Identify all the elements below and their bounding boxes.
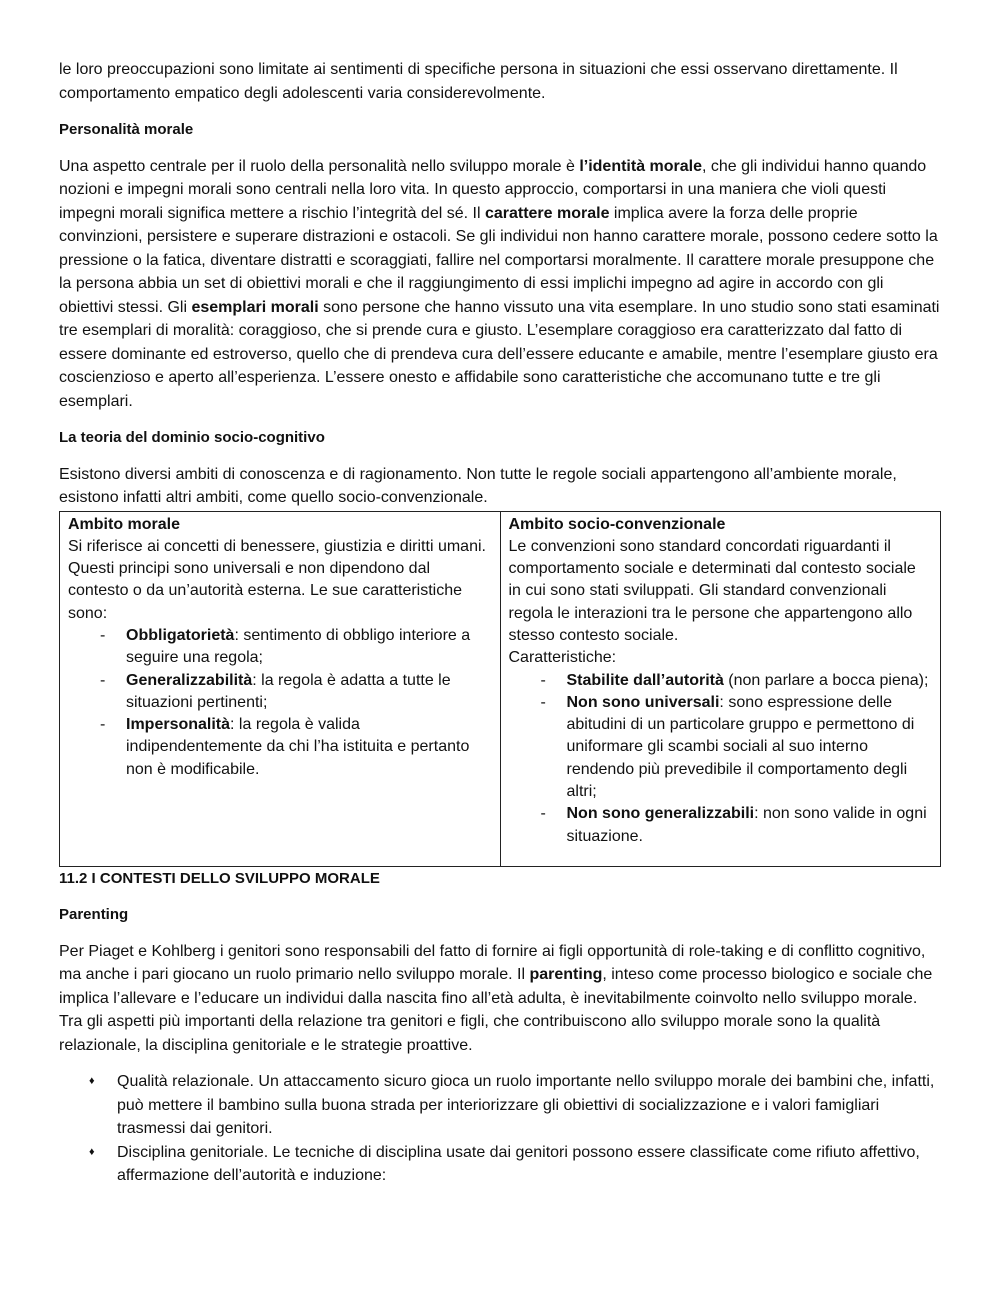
- item-text: : la regola è adatta a tutte le situazioni pertinenti;: [126, 671, 451, 711]
- diamond-bullet-icon: ♦: [89, 1145, 95, 1158]
- item-text: : non sono valide in ogni situazione.: [566, 805, 927, 845]
- intro-paragraph: le loro preoccupazioni sono limitate ai sentimenti di specifiche persona in situazioni che essi osservano direttamente. Il comportamento empatico degli adolescenti varia considerevolmente.: [59, 61, 898, 102]
- list-item: [540, 692, 933, 803]
- cell-title: Ambito morale: [68, 515, 181, 533]
- heading-contesti-sviluppo-morale: 11.2 I CONTESTI DELLO SVILUPPO MORALE: [59, 869, 380, 887]
- item-term: Obbligatorietà: [126, 626, 235, 644]
- term-esemplari-morali: esemplari morali: [191, 298, 319, 316]
- dominio-paragraph: Esistono diversi ambiti di conoscenza e di ragionamento. Non tutte le regole sociali appartengono all’ambiente morale, esistono infatti altri ambiti, come quello socio-convenzionale.: [59, 465, 897, 506]
- text-run: , che gli individui hanno quando nozioni e impegni morali sono centrali nella loro vita. In questo approccio, comportarsi in una maniera che violi questi impegni morali significa mettere a rischio l’integrità del sé. Il: [59, 157, 927, 222]
- dash-marker: -: [100, 626, 106, 644]
- text-run: Per Piaget e Kohlberg i genitori sono responsabili del fatto di fornire ai figli opportunità di role-taking e di conflitto cognitivo, ma anche i pari giocano un ruolo primario nello sviluppo morale. Il: [59, 942, 926, 983]
- document-page: [59, 58, 941, 1188]
- heading-personalita-morale: Personalità morale: [59, 121, 194, 138]
- cell-ambito-morale: [60, 511, 501, 866]
- dash-marker: -: [540, 671, 546, 689]
- text-run: sono persone che hanno vissuto una vita esemplare. In uno studio sono stati esaminati tre esemplari di moralità: coraggioso, che si prende cura e giusto. L’esemplare coraggioso era caratterizzato dal fatto di essere dominante ed estroverso, quello che di prendeva cura dell’essere educante e amabile, mentre l’esemplare giusto era coscienzioso e aperto all’esperienza. L’essere onesto e affidabile sono caratteristiche che accomunano tutte e tre gli esemplari.: [59, 298, 940, 410]
- item-text: : sono espressione delle abitudini di un particolare gruppo e permettono di uniformare gli scambi sociali al suo interno rendendo più prevedibile il comportamento degli altri;: [566, 693, 915, 801]
- dash-marker: -: [100, 716, 106, 734]
- heading-dominio-socio-cognitivo: La teoria del dominio socio-cognitivo: [59, 429, 325, 446]
- item-text: (non parlare a bocca piena);: [723, 671, 929, 689]
- table-row: [60, 511, 941, 866]
- text-run: implica avere la forza delle proprie convinzioni, persistere e superare distrazioni e ostacoli. Se gli individui non hanno carattere morale, possono cedere sotto la pressione o la fatica, diventare distratti e scoraggiati, fallire nel comportarsi moralmente. Il carattere morale presuppone che la persona abbia un set di obiettivi morali e che il raggiungimento di essi implichi impegno ad agire in accordo con gli obiettivi stessi. Gli: [59, 204, 938, 316]
- cell-text: Le convenzioni sono standard concordati riguardanti il comportamento sociale e determinati dal contesto sociale in cui sono stati sviluppati. Gli standard convenzionali regola le interazioni tra le persone che appartengono allo stesso contesto sociale.: [508, 537, 916, 644]
- cell-title: Ambito socio-convenzionale: [508, 515, 726, 533]
- cell-text-caratteristiche: Caratteristiche:: [508, 649, 617, 667]
- parenting-paragraph: [59, 940, 941, 1058]
- term-parenting: parenting: [529, 966, 603, 983]
- heading-parenting: Parenting: [59, 906, 129, 923]
- characteristics-list: [509, 670, 933, 848]
- text-run: , inteso come processo biologico e sociale che implica l’allevare e l’educare un individui dalla nascita fino all’età adulta, è inevitabilmente coinvolto nello sviluppo morale. Tra gli aspetti più importanti della relazione tra genitori e figli, che contribuiscono allo sviluppo morale sono la qualità relazionale, la disciplina genitoriale e le strategie proattive.: [59, 966, 933, 1054]
- characteristics-list: [68, 625, 492, 781]
- personalita-paragraph: [59, 155, 941, 414]
- list-item: [540, 670, 933, 692]
- cell-text: Si riferisce ai concetti di benessere, giustizia e diritti umani. Questi principi sono universali e non dipendono dal contesto o da un’autorità esterna. Le sue caratteristiche sono:: [68, 537, 486, 622]
- list-item: [540, 803, 933, 848]
- item-term: Stabilite dall’autorità: [566, 671, 724, 689]
- comparison-table: [59, 511, 941, 867]
- bullet-text: Qualità relazionale. Un attaccamento sicuro gioca un ruolo importante nello sviluppo morale dei bambini che, infatti, può mettere il bambino sulla buona strada per interiorizzare gli obiettivi di socializzazione e i valori famigliari trasmessi dai genitori.: [117, 1073, 935, 1137]
- term-carattere-morale: carattere morale: [484, 204, 610, 222]
- list-item: [100, 625, 492, 670]
- list-item: [89, 1070, 941, 1141]
- list-item: [100, 714, 492, 781]
- dash-marker: -: [540, 693, 546, 711]
- parenting-bullet-list: [59, 1070, 941, 1188]
- list-item: [89, 1141, 941, 1188]
- term-identita-morale: l’identità morale: [579, 157, 703, 175]
- diamond-bullet-icon: ♦: [89, 1075, 95, 1087]
- item-text: : la regola è valida indipendentemente da chi l’ha istituita e pertanto non è modificabile.: [126, 716, 470, 778]
- item-term: Non sono universali: [566, 693, 720, 711]
- text-run: Una aspetto centrale per il ruolo della personalità nello sviluppo morale è: [59, 157, 580, 175]
- item-term: Impersonalità: [126, 716, 231, 734]
- list-item: [100, 670, 492, 715]
- dash-marker: -: [540, 805, 546, 823]
- bullet-text: Disciplina genitoriale. Le tecniche di disciplina usate dai genitori possono essere classificate come rifiuto affettivo, affermazione dell’autorità e induzione:: [117, 1143, 920, 1184]
- dash-marker: -: [100, 671, 106, 689]
- item-term: Non sono generalizzabili: [566, 805, 755, 823]
- cell-ambito-socio-convenzionale: [500, 511, 941, 866]
- item-term: Generalizzabilità: [126, 671, 253, 689]
- item-text: : sentimento di obbligo interiore a seguire una regola;: [126, 626, 471, 667]
